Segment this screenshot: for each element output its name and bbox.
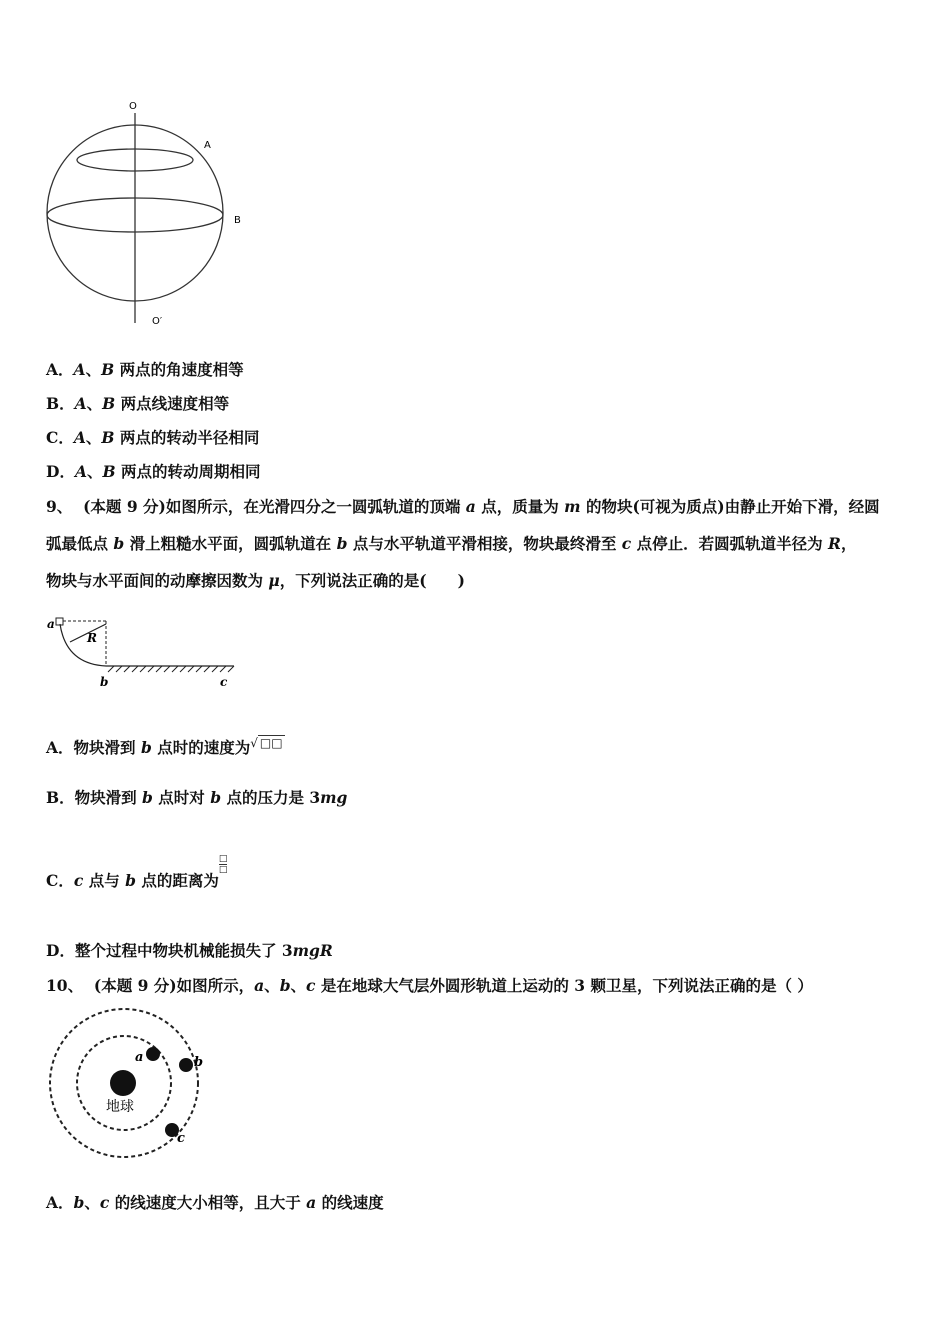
q8-option-d: D．A、B 两点的转动周期相同 (46, 462, 261, 481)
satellite-b (179, 1058, 193, 1072)
q10-option-a: A．b、c 的线速度大小相等，且大于 a 的线速度 (46, 1193, 384, 1212)
label-c: c (177, 1131, 185, 1146)
q10-stem: 10、 (本题 9 分)如图所示，a、b、c 是在地球大气层外圆形轨道上运动的 3 颗卫星，下列说法正确的是（ ） (46, 976, 813, 995)
q9-option-c: C．c 点与 b 点的距离为 $\frac{□}{□}$ (46, 854, 228, 890)
earth-label: 地球 (106, 1099, 134, 1115)
q9-stem-line3: 物块与水平面间的动摩擦因数为 μ，下列说法正确的是( ) (46, 571, 465, 590)
satellite-a (146, 1047, 160, 1061)
q9-option-a: A．物块滑到 b 点时的速度为√ □□ (46, 733, 285, 758)
label-r: R (87, 631, 97, 645)
block-a (56, 618, 63, 625)
q9-stem-line1: 9、 (本题 9 分)如图所示，在光滑四分之一圆弧轨道的顶端 a 点，质量为 m 的物块(可视为质点)由静止开始下滑，经圆 (46, 497, 880, 516)
label-b: B (234, 215, 241, 226)
label-c: c (220, 675, 228, 689)
ground-hatch (108, 666, 234, 672)
fraction-expression: $\frac{□}{□}$ (218, 854, 228, 875)
label-b: b (100, 675, 109, 689)
arc-track (60, 624, 106, 666)
q8-option-a: A．A、B 两点的角速度相等 (46, 360, 244, 379)
q8-option-b: B．A、B 两点线速度相等 (46, 394, 230, 413)
q9-option-b: B．物块滑到 b 点时对 b 点的压力是 3mg (46, 788, 348, 807)
satellite-figure (44, 1005, 224, 1165)
label-a: a (135, 1050, 144, 1065)
earth (110, 1070, 136, 1096)
label-a: A (204, 140, 211, 151)
sphere-figure (40, 95, 260, 330)
label-o-top: O (129, 101, 137, 112)
track-figure (44, 612, 244, 692)
label-a: a (47, 617, 55, 631)
q9-stem-line2: 弧最低点 b 滑上粗糙水平面，圆弧轨道在 b 点与水平轨道平滑相接，物块最终滑至 c 点停止．若圆弧轨道半径为 R， (46, 534, 857, 553)
q8-option-c: C．A、B 两点的转动半径相同 (46, 428, 260, 447)
sqrt-expression: √ □□ (250, 736, 283, 750)
q9-option-d: D．整个过程中物块机械能损失了 3mgR (46, 941, 333, 960)
label-b: b (194, 1055, 204, 1070)
label-o-bottom: O′ (152, 316, 163, 327)
